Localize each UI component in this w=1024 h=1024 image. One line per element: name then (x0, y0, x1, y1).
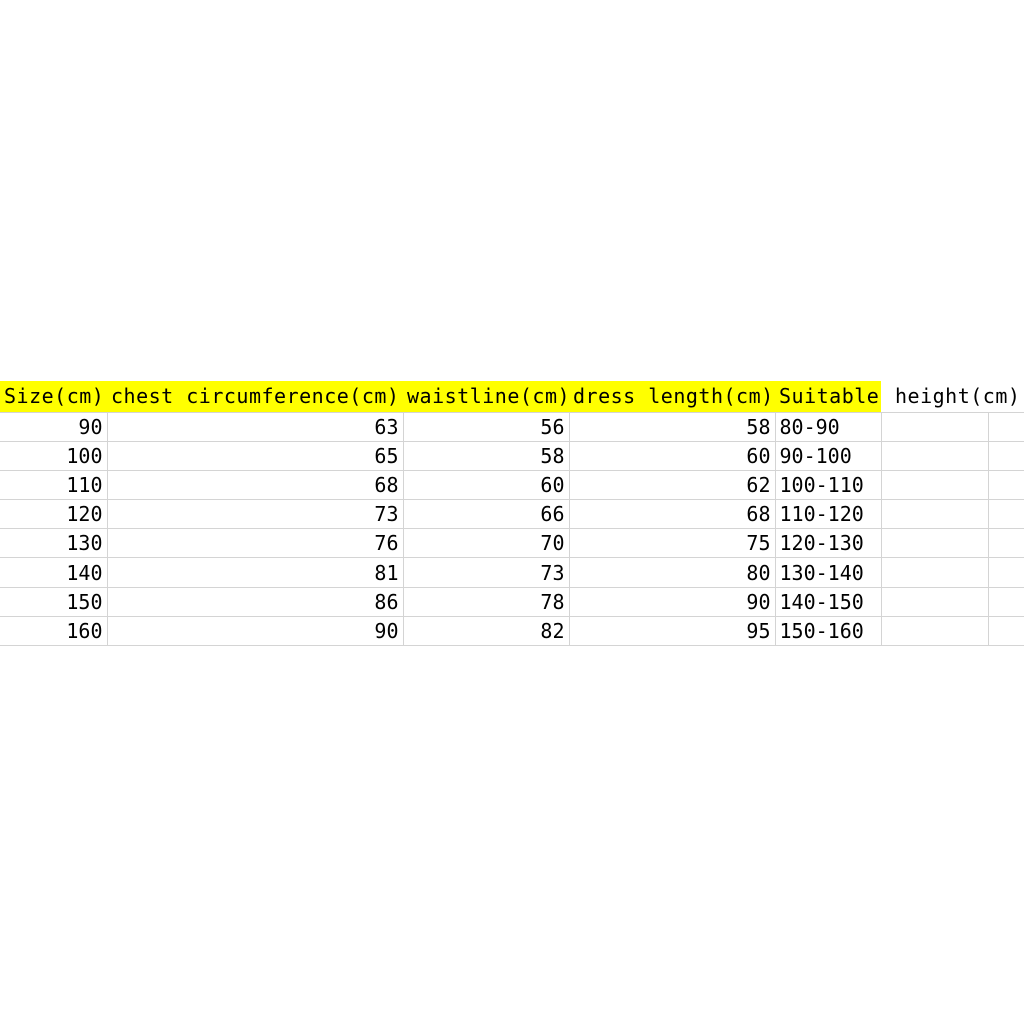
table-row (0, 500, 1024, 529)
cell-length: 75 (569, 529, 775, 558)
cell-chest: 65 (107, 441, 403, 470)
empty-cell (881, 587, 988, 616)
cell-waist: 78 (403, 587, 569, 616)
empty-cell (881, 412, 988, 441)
cell-waist: 56 (403, 412, 569, 441)
cell-length: 80 (569, 558, 775, 587)
cell-length: 95 (569, 616, 775, 645)
cell-size: 140 (0, 558, 107, 587)
header-suitable: Suitable (775, 381, 881, 412)
table-row (0, 587, 1024, 616)
cell-size: 150 (0, 587, 107, 616)
empty-cell (881, 558, 988, 587)
cell-size: 130 (0, 529, 107, 558)
table-row (0, 470, 1024, 499)
cell-waist: 82 (403, 616, 569, 645)
size-chart-table (0, 381, 1024, 646)
header-length: dress length(cm) (569, 381, 775, 412)
empty-cell (881, 616, 988, 645)
empty-cell (988, 500, 1024, 529)
empty-cell (881, 529, 988, 558)
cell-waist: 60 (403, 470, 569, 499)
cell-suitable-height: 110-120 (775, 500, 881, 529)
cell-length: 58 (569, 412, 775, 441)
empty-cell (988, 587, 1024, 616)
cell-chest: 63 (107, 412, 403, 441)
empty-cell (988, 470, 1024, 499)
cell-length: 60 (569, 441, 775, 470)
cell-chest: 68 (107, 470, 403, 499)
empty-cell (988, 616, 1024, 645)
empty-cell (988, 441, 1024, 470)
cell-length: 62 (569, 470, 775, 499)
cell-suitable-height: 120-130 (775, 529, 881, 558)
cell-chest: 76 (107, 529, 403, 558)
cell-suitable-height: 80-90 (775, 412, 881, 441)
cell-chest: 81 (107, 558, 403, 587)
cell-waist: 73 (403, 558, 569, 587)
empty-cell (881, 500, 988, 529)
header-size: Size(cm) (0, 381, 107, 412)
cell-suitable-height: 150-160 (775, 616, 881, 645)
empty-cell (988, 412, 1024, 441)
table-row (0, 529, 1024, 558)
cell-suitable-height: 130-140 (775, 558, 881, 587)
empty-cell (988, 529, 1024, 558)
header-row (0, 381, 1024, 412)
empty-cell (988, 558, 1024, 587)
cell-suitable-height: 90-100 (775, 441, 881, 470)
cell-size: 160 (0, 616, 107, 645)
cell-length: 68 (569, 500, 775, 529)
table-row (0, 412, 1024, 441)
empty-cell (881, 441, 988, 470)
cell-size: 120 (0, 500, 107, 529)
cell-chest: 73 (107, 500, 403, 529)
cell-size: 110 (0, 470, 107, 499)
cell-size: 100 (0, 441, 107, 470)
table-row (0, 441, 1024, 470)
header-chest: chest circumference(cm) (107, 381, 403, 412)
cell-length: 90 (569, 587, 775, 616)
empty-cell (881, 470, 988, 499)
size-chart-sheet (0, 381, 1024, 646)
cell-size: 90 (0, 412, 107, 441)
cell-chest: 86 (107, 587, 403, 616)
header-height: height(cm) (881, 381, 1024, 412)
cell-waist: 66 (403, 500, 569, 529)
cell-waist: 58 (403, 441, 569, 470)
header-waist: waistline(cm) (403, 381, 569, 412)
table-row (0, 616, 1024, 645)
table-row (0, 558, 1024, 587)
cell-chest: 90 (107, 616, 403, 645)
cell-suitable-height: 140-150 (775, 587, 881, 616)
cell-waist: 70 (403, 529, 569, 558)
cell-suitable-height: 100-110 (775, 470, 881, 499)
